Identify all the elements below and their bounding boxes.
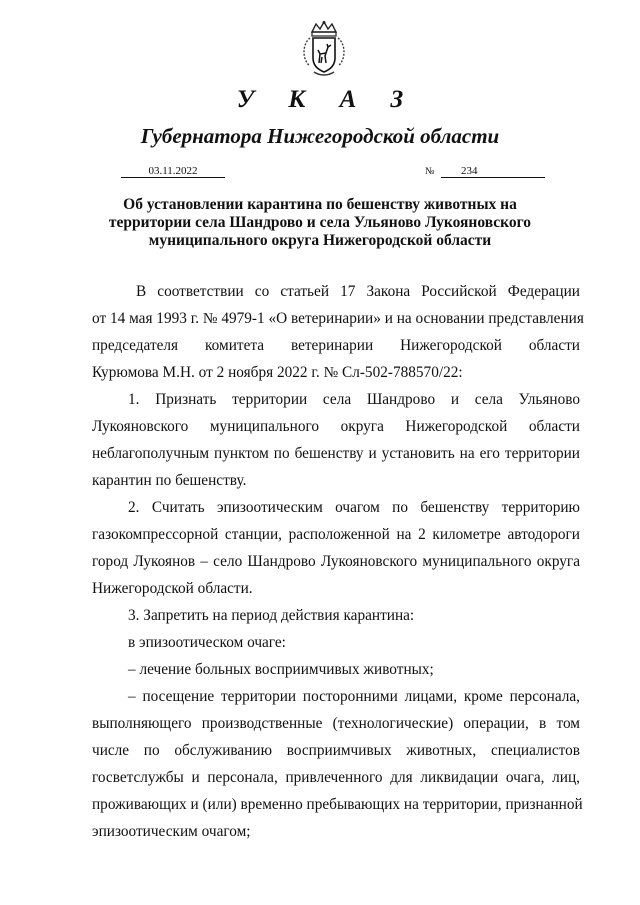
text-line: выполняющего производственные (технологические) операции, в том — [92, 715, 580, 732]
text-line: карантин по бешенству. — [92, 472, 247, 489]
paragraph-item-3 — [92, 602, 580, 629]
text-line: газокомпрессорной станции, расположенной на 2 километре автодороги — [92, 526, 580, 543]
title-line: муниципального округа Нижегородской области — [148, 232, 492, 249]
text-line: 3. Запретить на период действия карантина: — [128, 607, 415, 624]
text-line: числе по обслуживанию восприимчивых животных, специалистов — [92, 742, 580, 759]
paragraph-preamble — [92, 278, 584, 386]
document-body — [92, 278, 584, 845]
text-line: неблагополучным пунктом по бешенству и установить на его территории — [92, 445, 580, 462]
number-sign: № — [425, 166, 435, 177]
document-title — [100, 196, 540, 250]
paragraph-visit-ban — [92, 683, 583, 845]
text-line: 1. Признать территории села Шандрово и села Ульяново — [128, 391, 580, 408]
paragraph-focus — [92, 629, 580, 656]
decree-date: 03.11.2022 — [121, 165, 225, 178]
text-line: эпизоотическим очагом; — [92, 823, 251, 840]
text-line: город Лукоянов – село Шандрово Лукояновского муниципального округа — [92, 553, 580, 570]
decree-number: 234 — [461, 165, 478, 177]
text-line: – посещение территории посторонними лицами, кроме персонала, — [128, 688, 580, 705]
text-line: Курюмова М.Н. от 2 ноября 2022 г. № Сл-502-788570/22: — [92, 364, 463, 381]
text-line: проживающих и (или) временно пребывающих на территории, признанной — [92, 796, 583, 813]
text-line: в эпизоотическом очаге: — [128, 634, 286, 651]
decree-heading: У К А З — [236, 86, 418, 113]
decree-number-field — [441, 165, 545, 178]
text-line: В соответствии со статьей 17 Закона Российской Федерации — [136, 283, 580, 300]
paragraph-treatment-ban — [92, 656, 580, 683]
title-line: территории села Шандрово и села Ульяново Лукояновского — [108, 214, 532, 231]
text-line: госветслужбы и персонала, привлеченного для ликвидации очага, лиц, — [92, 769, 580, 786]
text-line: 2. Считать эпизоотическим очагом по бешенству территорию — [128, 499, 580, 516]
text-line: Нижегородской области. — [92, 580, 253, 597]
nizhny-novgorod-coat-of-arms-icon — [300, 20, 348, 78]
issuer-heading: Губернатора Нижегородской области — [140, 124, 500, 148]
paragraph-item-2 — [92, 494, 580, 602]
text-line: председателя комитета ветеринарии Нижегородской области — [92, 337, 580, 354]
text-line: от 14 мая 1993 г. № 4979-1 «О ветеринарии» и на основании представления — [92, 310, 584, 327]
paragraph-item-1 — [92, 386, 580, 494]
text-line: – лечение больных восприимчивых животных; — [128, 661, 434, 678]
text-line: Лукояновского муниципального округа Нижегородской области — [92, 418, 580, 435]
title-line: Об установлении карантина по бешенству животных на — [123, 196, 517, 213]
